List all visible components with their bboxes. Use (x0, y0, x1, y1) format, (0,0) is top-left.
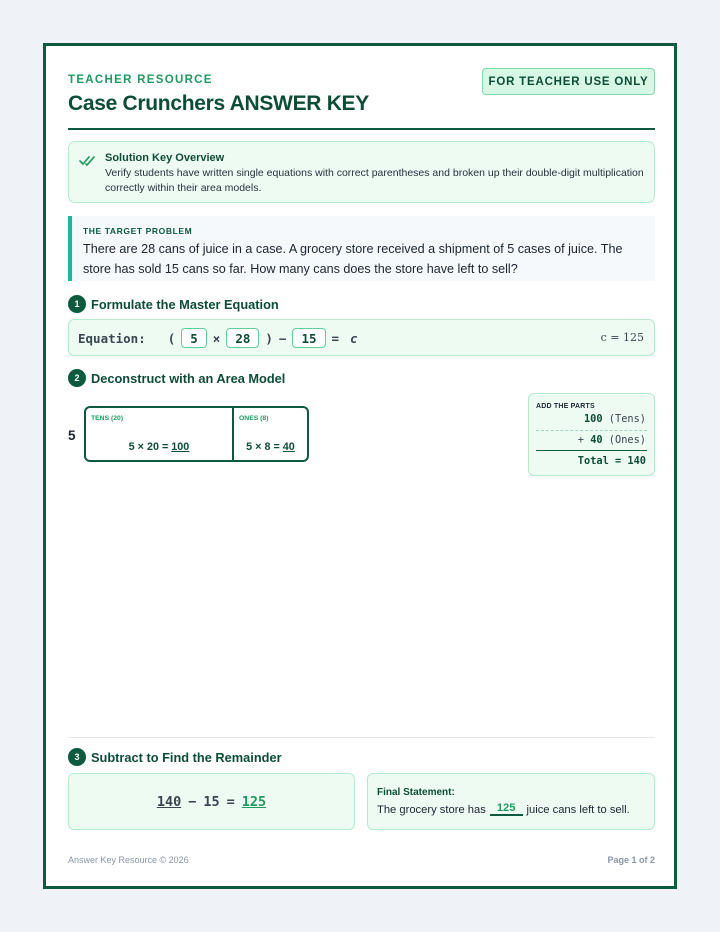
final-statement-box (367, 773, 655, 830)
final-title: Final Statement: (377, 787, 455, 798)
double-check-icon (79, 154, 97, 168)
final-answer-blank: 125 (490, 802, 523, 816)
subtrahend-slot: 15 (292, 328, 325, 348)
section-number-badge: 3 (68, 748, 86, 766)
solution-overview-callout (68, 141, 655, 203)
factor-2-slot: 28 (226, 328, 259, 348)
problem-label: THE TARGET PROBLEM (83, 226, 193, 236)
sum-ones-value: 40 (590, 434, 603, 446)
ones-expression-text: 5 × 8 = (246, 441, 283, 453)
ones-cell (234, 408, 307, 460)
difference: 125 (241, 793, 267, 810)
tens-cell (86, 408, 234, 460)
tens-answer: 100 (171, 441, 190, 453)
minus-sign: − (188, 793, 197, 810)
ones-answer: 40 (282, 441, 295, 453)
worksheet-page (43, 43, 677, 889)
footer-page-number: Page 1 of 2 (607, 855, 655, 865)
section-3-heading (68, 748, 282, 766)
equation-label: Equation: (78, 330, 146, 346)
equals-sign: = (226, 793, 235, 810)
ones-label: ONES (8) (239, 415, 269, 422)
section-divider (68, 737, 655, 738)
tens-expression-text: 5 × 20 = (128, 441, 172, 453)
section-number-badge: 1 (68, 295, 86, 313)
final-text-after: juice cans left to sell. (526, 804, 630, 816)
minus-sign: − (278, 330, 287, 346)
equation-row (78, 328, 358, 348)
final-sentence (377, 802, 630, 816)
sum-total: Total = 140 (577, 455, 646, 467)
footer-copyright: Answer Key Resource © 2026 (68, 855, 189, 865)
section-number-badge: 2 (68, 369, 86, 387)
tens-label: TENS (20) (91, 415, 124, 422)
sum-dashed-divider (536, 430, 647, 431)
sum-tens-note: (Tens) (602, 413, 646, 425)
close-paren: ) (265, 330, 273, 346)
page-title: Case Crunchers ANSWER KEY (68, 92, 369, 115)
sum-tens-line (584, 413, 646, 425)
problem-text: There are 28 cans of juice in a case. A grocery store received a shipment of 5 cases of juice. The store has sold 15 cans so far. How many cans does the store have left to sell? (83, 242, 623, 276)
section-title: Deconstruct with an Area Model (91, 370, 286, 386)
final-text-before: The grocery store has (377, 804, 486, 816)
sum-plus-sign: + (577, 434, 591, 446)
target-problem (68, 216, 655, 281)
section-title: Subtract to Find the Remainder (91, 749, 282, 765)
sum-title: ADD THE PARTS (536, 403, 595, 410)
resource-eyebrow: TEACHER RESOURCE (68, 74, 213, 86)
tens-expression (86, 441, 232, 453)
equation-box (68, 319, 655, 356)
section-2-heading (68, 369, 285, 387)
minuend: 140 (156, 793, 182, 810)
open-paren: ( (167, 330, 176, 346)
header-divider (68, 128, 655, 130)
overview-title: Solution Key Overview (105, 152, 225, 164)
ones-expression (234, 441, 307, 453)
area-model-side-factor: 5 (68, 428, 76, 443)
subtrahend: 15 (203, 793, 220, 810)
teacher-only-badge: FOR TEACHER USE ONLY (482, 68, 655, 95)
equation-result: c = 125 (600, 331, 644, 344)
factor-1-slot: 5 (181, 328, 207, 348)
add-the-parts-box (528, 393, 655, 476)
sum-ones-line (578, 434, 646, 446)
equals-sign: = (331, 330, 340, 346)
area-model (84, 406, 309, 462)
section-1-heading (68, 295, 279, 313)
unknown-variable: c (350, 330, 358, 346)
times-sign: × (212, 330, 221, 346)
sum-tens-value: 100 (583, 413, 603, 425)
sum-ones-note: (Ones) (602, 434, 646, 446)
sum-total-rule (536, 450, 647, 451)
subtraction-box (68, 773, 355, 830)
overview-text: Verify students have written single equations with correct parentheses and broken up their double-digit multiplication correctly within their area models. (105, 167, 644, 194)
section-title: Formulate the Master Equation (91, 296, 279, 312)
